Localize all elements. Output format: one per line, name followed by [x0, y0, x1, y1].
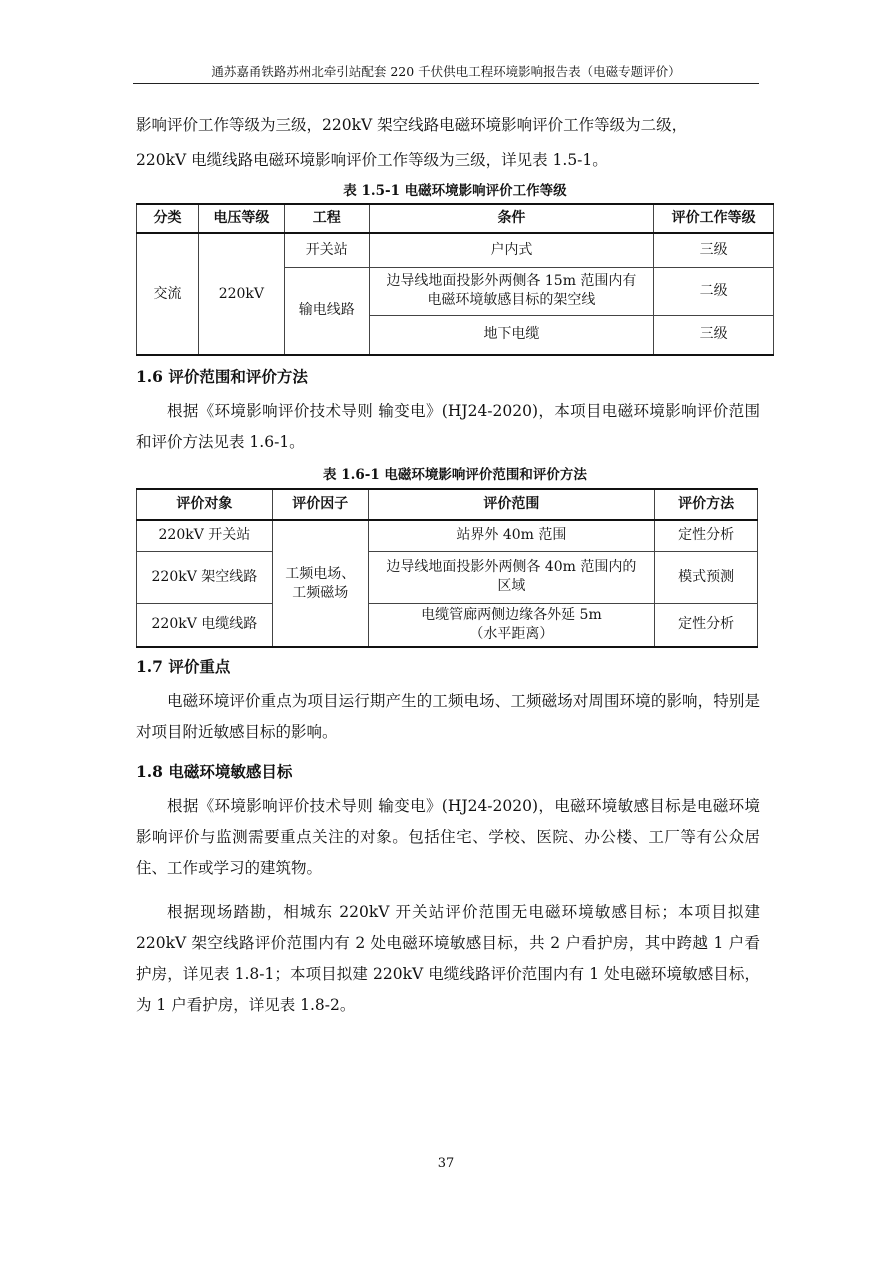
- level-cell: 三级: [654, 315, 774, 355]
- method-cell: 定性分析: [655, 603, 758, 647]
- page-number: 37: [437, 1156, 455, 1171]
- table-row: [137, 520, 758, 551]
- section-1-7-title: 1.7 评价重点: [136, 657, 231, 676]
- voltage-cell: 220kV: [198, 233, 284, 355]
- table-row: [137, 233, 774, 267]
- table-1-5-1: [136, 203, 774, 356]
- header-cell: 评价对象: [137, 489, 273, 520]
- intro-line-1: 影响评价工作等级为三级，220kV 架空线路电磁环境影响评价工作等级为二级，: [136, 116, 688, 134]
- running-header: 通苏嘉甬铁路苏州北牵引站配套 220 千伏供电工程环境影响报告表（电磁专题评价）: [133, 63, 759, 84]
- category-cell: 交流: [137, 233, 199, 355]
- header-cell: 条件: [369, 204, 654, 233]
- header-cell: 电压等级: [198, 204, 284, 233]
- table-1-6-1-caption: 表 1.6-1 电磁环境影响评价范围和评价方法: [323, 467, 587, 483]
- header-cell: 评价因子: [272, 489, 368, 520]
- section-1-8-title: 1.8 电磁环境敏感目标: [136, 762, 293, 781]
- object-cell: 220kV 架空线路: [137, 551, 273, 603]
- level-cell: 三级: [654, 233, 774, 267]
- section-1-6-title: 1.6 评价范围和评价方法: [136, 367, 308, 386]
- level-cell: 二级: [654, 267, 774, 315]
- method-cell: 模式预测: [655, 551, 758, 603]
- factor-cell: 工频电场、工频磁场: [272, 520, 368, 647]
- table-row: [137, 603, 758, 647]
- table-header-row: [137, 204, 774, 233]
- header-cell: 评价方法: [655, 489, 758, 520]
- project-cell: 开关站: [284, 233, 369, 267]
- section-1-8-paragraph-1: 根据《环境影响评价技术导则 输变电》(HJ24-2020)，电磁环境敏感目标是电磁环境影响评价与监测需要重点关注的对象。包括住宅、学校、医院、办公楼、工厂等有公众居住、工作或学习的建筑物。: [136, 797, 760, 877]
- section-1-6-text: 根据《环境影响评价技术导则 输变电》(HJ24-2020)，本项目电磁环境影响评价范围和评价方法见表 1.6-1。: [136, 402, 760, 451]
- header-cell: 分类: [137, 204, 199, 233]
- object-cell: 220kV 电缆线路: [137, 603, 273, 647]
- condition-cell: 户内式: [369, 233, 654, 267]
- method-cell: 定性分析: [655, 520, 758, 551]
- table-1-6-1: [136, 488, 758, 648]
- range-cell: 边导线地面投影外两侧各 40m 范围内的区域: [368, 551, 655, 603]
- section-1-7-text: 电磁环境评价重点为项目运行期产生的工频电场、工频磁场对周围环境的影响，特别是对项目附近敏感目标的影响。: [136, 692, 760, 741]
- condition-cell: 边导线地面投影外两侧各 15m 范围内有电磁环境敏感目标的架空线: [369, 267, 654, 315]
- header-cell: 工程: [284, 204, 369, 233]
- object-cell: 220kV 开关站: [137, 520, 273, 551]
- table-header-row: [137, 489, 758, 520]
- header-cell: 评价范围: [368, 489, 655, 520]
- table-1-5-1-caption: 表 1.5-1 电磁环境影响评价工作等级: [343, 183, 567, 199]
- table-row: [137, 551, 758, 603]
- section-1-8-paragraph-2: 根据现场踏勘，相城东 220kV 开关站评价范围无电磁环境敏感目标；本项目拟建 220kV 架空线路评价范围内有 2 处电磁环境敏感目标，共 2 户看护房，其中跨越 1 户看护房，详见表 1.8-1；本项目拟建 220kV 电缆线路评价范围内有 1 处电磁环境敏感目标，为 1 户看护房，详见表 1.8-2。: [136, 903, 760, 1014]
- project-cell: 输电线路: [284, 267, 369, 355]
- header-cell: 评价工作等级: [654, 204, 774, 233]
- range-cell: 电缆管廊两侧边缘各外延 5m（水平距离）: [368, 603, 655, 647]
- intro-line-2: 220kV 电缆线路电磁环境影响评价工作等级为三级，详见表 1.5-1。: [136, 151, 608, 169]
- range-cell: 站界外 40m 范围: [368, 520, 655, 551]
- condition-cell: 地下电缆: [369, 315, 654, 355]
